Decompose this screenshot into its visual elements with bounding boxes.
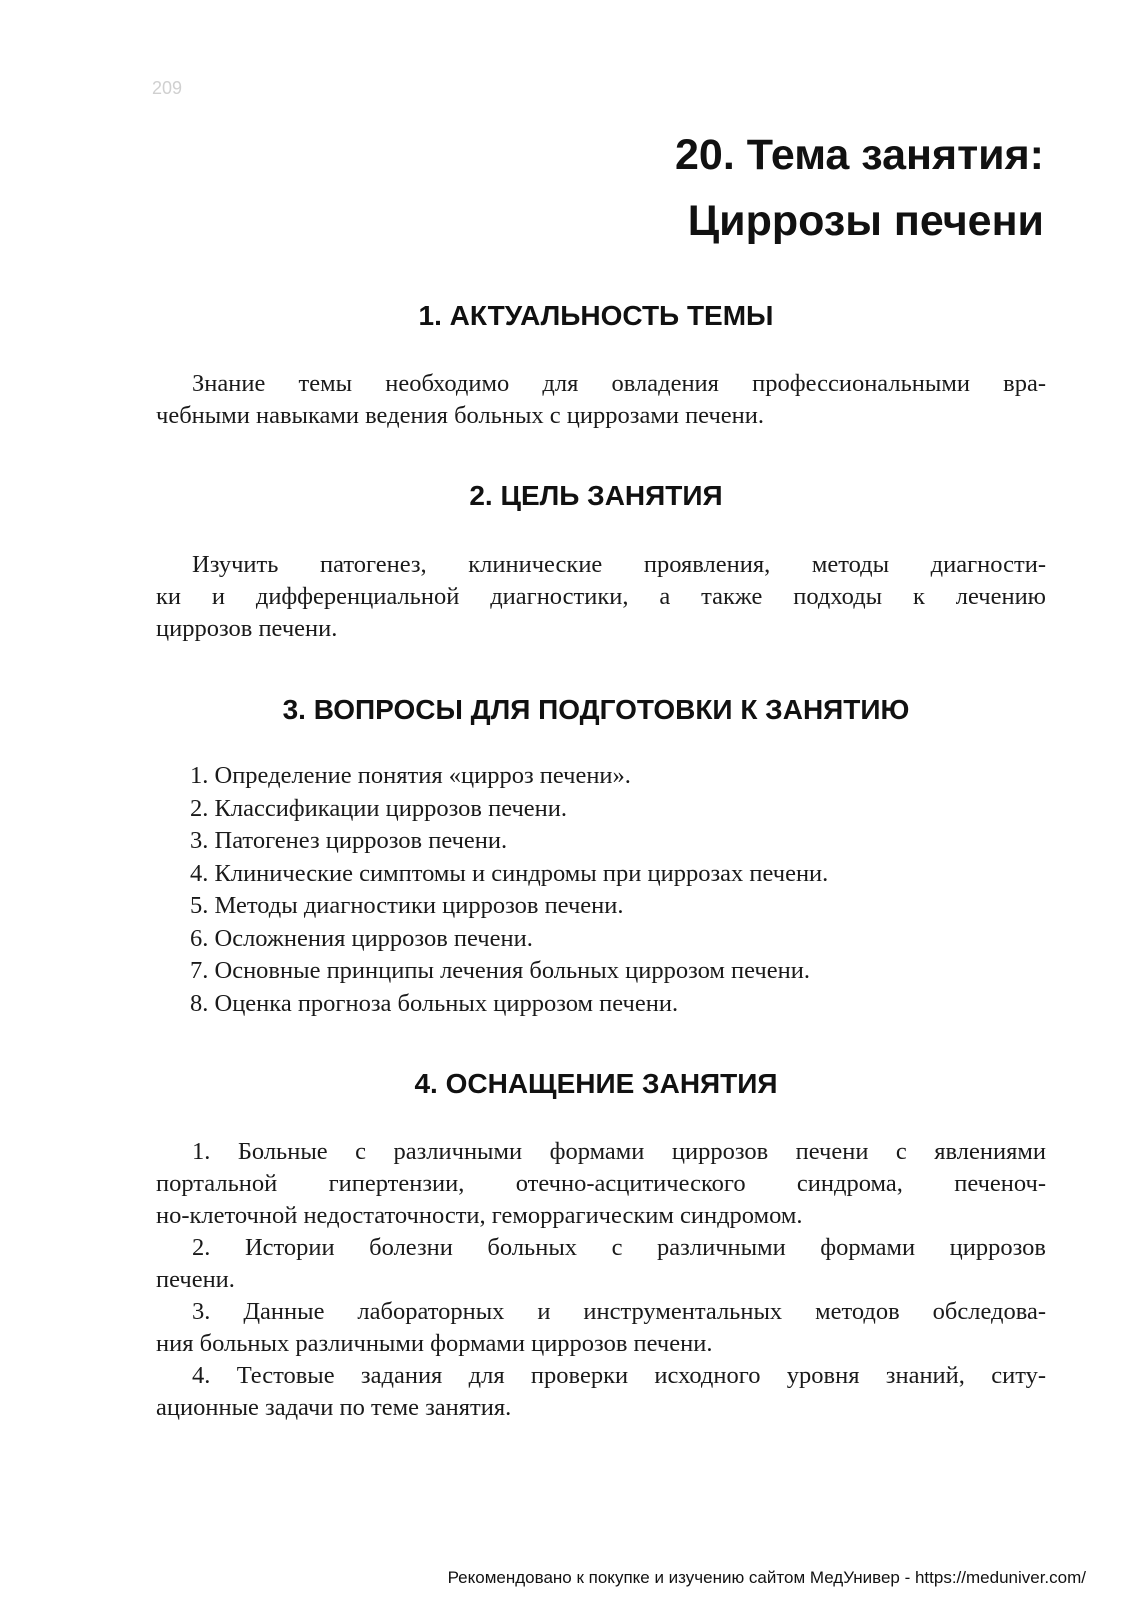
text-line: но-клеточной недостаточности, геморрагическим синдромом. (156, 1202, 803, 1229)
list-item: 5. Методы диагностики циррозов печени. (190, 892, 624, 919)
questions-list (190, 760, 828, 1020)
section-goal-text (156, 549, 1046, 645)
section-heading-questions: 3. ВОПРОСЫ ДЛЯ ПОДГОТОВКИ К ЗАНЯТИЮ (282, 694, 910, 725)
section-relevance-text (156, 368, 1046, 432)
text-line: 3. Данные лабораторных и инструментальных методов обследова- (192, 1298, 1046, 1325)
list-item: 7. Основные принципы лечения больных циррозом печени. (190, 957, 810, 984)
title-line-1: 20. Тема занятия: (675, 131, 1044, 179)
list-item: 4. Клинические симптомы и синдромы при циррозах печени. (190, 859, 829, 887)
text-line: 1. Больные с различными формами циррозов печени с явлениями (192, 1138, 1046, 1165)
text-line: 2. Истории болезни больных с различными формами циррозов (192, 1234, 1046, 1261)
section-heading-equipment: 4. ОСНАЩЕНИЕ ЗАНЯТИЯ (414, 1068, 778, 1099)
list-item: 2. Классификации циррозов печени. (190, 794, 568, 822)
text-line: ки и дифференциальной диагностики, а также подходы к лечению (156, 583, 1046, 610)
text-line: Изучить патогенез, клинические проявления, методы диагности- (192, 551, 1046, 578)
text-line: портальной гипертензии, отечно-асцитического синдрома, печеноч- (156, 1170, 1046, 1197)
text-line: 4. Тестовые задания для проверки исходного уровня знаний, ситу- (192, 1362, 1046, 1389)
list-item: 3. Патогенез циррозов печени. (190, 827, 508, 854)
list-item: 8. Оценка прогноза больных циррозом печени. (190, 989, 679, 1017)
page-title (675, 122, 1044, 254)
text-line: Знание темы необходимо для овладения профессиональными вра- (192, 370, 1046, 397)
text-line: ния больных различными формами циррозов печени. (156, 1330, 713, 1357)
text-line: ационные задачи по теме занятия. (156, 1394, 512, 1421)
section-heading-relevance: 1. АКТУАЛЬНОСТЬ ТЕМЫ (418, 300, 774, 331)
text-line: циррозов печени. (156, 615, 338, 642)
page-number: 209 (152, 78, 183, 98)
title-line-2: Циррозы печени (687, 197, 1044, 245)
text-line: чебными навыками ведения больных с циррозами печени. (156, 402, 764, 429)
list-item: 1. Определение понятия «цирроз печени». (190, 762, 631, 789)
section-equipment-text (156, 1136, 1046, 1424)
list-item: 6. Осложнения циррозов печени. (190, 924, 533, 952)
section-heading-goal: 2. ЦЕЛЬ ЗАНЯТИЯ (469, 480, 723, 511)
footer-recommendation: Рекомендовано к покупке и изучению сайтом МедУнивер - https://meduniver.com/ (447, 1568, 1086, 1587)
text-line: печени. (156, 1266, 235, 1293)
